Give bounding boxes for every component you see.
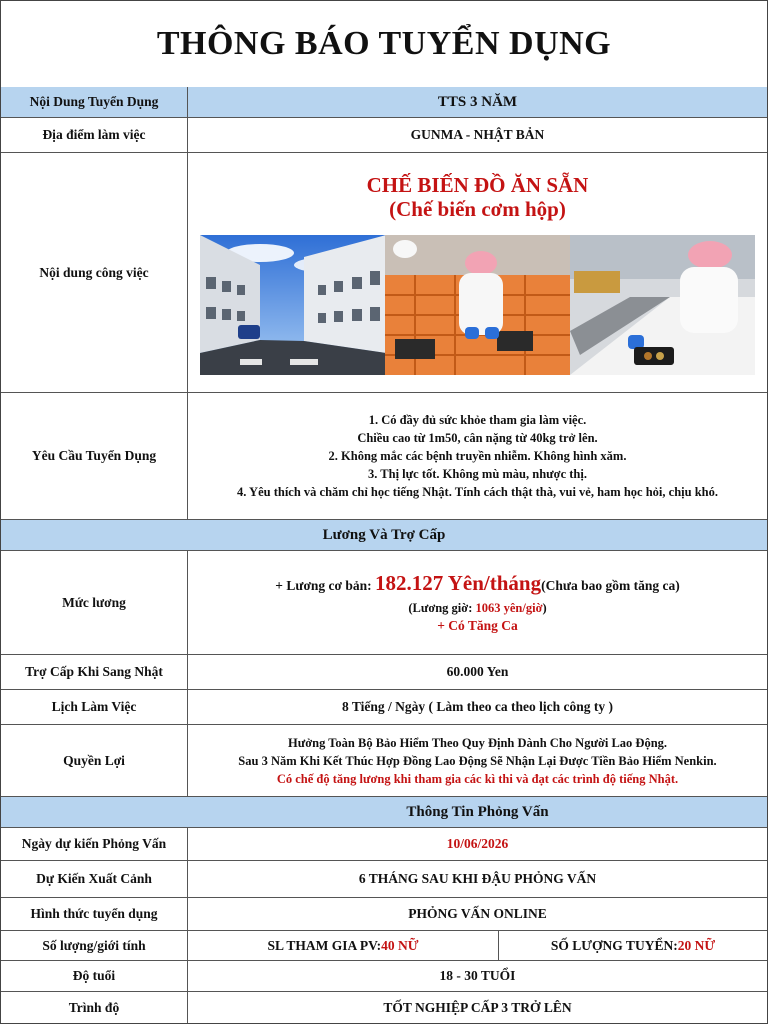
salary-cell [188, 551, 767, 654]
benefit-line-highlight: Có chế độ tăng lương khi tham gia các kì thi và đạt các trình độ tiếng Nhật. [276, 771, 679, 786]
age-value: 18 - 30 TUỔI [439, 968, 516, 983]
notice-title: THÔNG BÁO TUYỂN DỤNG [1, 1, 767, 88]
recruitment-content-label: Nội Dung Tuyển Dụng [1, 87, 188, 117]
job-title: CHẾ BIẾN ĐỒ ĂN SẴN [366, 173, 589, 197]
schedule-label: Lịch Làm Việc [1, 690, 188, 724]
requirement-line: 2. Không mắc các bệnh truyền nhiễm. Không hình xăm. [328, 449, 627, 463]
quantity-row [1, 931, 767, 961]
departure-row [1, 861, 767, 898]
location-value: GUNMA - NHẬT BẢN [410, 127, 545, 142]
departure-label: Dự Kiến Xuất Cảnh [1, 861, 188, 897]
recruit-form-row [1, 898, 767, 931]
benefits-row [1, 725, 767, 797]
worker-trays-photo [385, 235, 570, 375]
salary-section-header: Lương Và Trợ Cấp [1, 520, 767, 551]
job-content-cell [188, 153, 767, 392]
requirement-line: 4. Yêu thích và chăm chỉ học tiếng Nhật. Tính cách thật thà, vui vẻ, ham học hỏi, chịu khó. [237, 485, 718, 499]
salary-row [1, 551, 767, 655]
age-label: Độ tuổi [1, 961, 188, 991]
salary-label: Mức lương [1, 551, 188, 654]
interview-section-header [1, 797, 767, 828]
quantity-label: Số lượng/giới tính [1, 931, 188, 960]
interview-date-value: 10/06/2026 [446, 836, 509, 851]
hired-prefix: SỐ LƯỢNG TUYỂN: [550, 937, 678, 953]
requirements-label: Yêu Cầu Tuyển Dụng [1, 393, 188, 519]
factory-building-photo [200, 235, 385, 375]
location-row [1, 118, 767, 153]
hired-value: 20 NỮ [677, 937, 716, 953]
salary-hourly-suffix: ) [542, 601, 547, 615]
location-label: Địa điểm làm việc [1, 118, 188, 152]
education-value: TỐT NGHIỆP CẤP 3 TRỞ LÊN [383, 999, 572, 1015]
education-row [1, 992, 767, 1023]
interview-date-row [1, 828, 767, 861]
interview-date-label: Ngày dự kiến Phỏng Vấn [1, 828, 188, 860]
recruit-form-value: PHỎNG VẤN ONLINE [408, 906, 547, 921]
participants-prefix: SL THAM GIA PV: [267, 937, 382, 953]
schedule-value: 8 Tiếng / Ngày ( Làm theo ca theo lịch công ty ) [342, 699, 613, 714]
recruitment-content-value: TTS 3 NĂM [188, 87, 767, 117]
allowance-label: Trợ Cấp Khi Sang Nhật [1, 655, 188, 689]
interview-section-title: Thông Tin Phỏng Vấn [406, 803, 549, 820]
benefits-cell [188, 725, 767, 796]
job-subtitle: (Chế biến cơm hộp) [389, 197, 566, 221]
salary-overtime: + Có Tăng Ca [437, 618, 518, 633]
education-label: Trình độ [1, 992, 188, 1023]
allowance-value: 60.000 Yen [446, 664, 509, 679]
quantity-hired [499, 931, 767, 960]
benefit-line: Sau 3 Năm Khi Kết Thúc Hợp Đồng Lao Động Sẽ Nhận Lại Được Tiền Bảo Hiểm Nenkin. [238, 753, 717, 768]
salary-amount: 182.127 Yên/tháng [375, 571, 542, 595]
benefits-label: Quyền Lợi [1, 725, 188, 796]
job-content-label: Nội dung công việc [1, 153, 188, 392]
recruitment-content-row [1, 87, 767, 118]
salary-overtime-note: (Chưa bao gồm tăng ca) [541, 578, 680, 593]
schedule-row [1, 690, 767, 725]
requirement-line: 1. Có đầy đủ sức khỏe tham gia làm việc. [368, 413, 587, 427]
salary-hourly-value: 1063 yên/giờ [475, 601, 543, 615]
requirements-row [1, 393, 767, 520]
allowance-row [1, 655, 767, 690]
worker-conveyor-photo [570, 235, 755, 375]
requirements-cell [188, 393, 767, 519]
quantity-participants [188, 931, 499, 960]
recruit-form-label: Hình thức tuyển dụng [1, 898, 188, 930]
job-content-row [1, 153, 767, 393]
salary-hourly-prefix: (Lương giờ: [408, 601, 476, 615]
age-row [1, 961, 767, 992]
salary-base-prefix: + Lương cơ bản: [275, 578, 376, 593]
departure-value: 6 THÁNG SAU KHI ĐẬU PHỎNG VẤN [358, 871, 597, 886]
requirement-line: Chiều cao từ 1m50, cân nặng từ 40kg trở lên. [357, 431, 598, 445]
salary-hourly-line [408, 599, 546, 617]
job-photos [200, 235, 756, 375]
requirement-line: 3. Thị lực tốt. Không mù màu, nhược thị. [368, 467, 587, 481]
benefit-line: Hưởng Toàn Bộ Bảo Hiểm Theo Quy Định Dành Cho Người Lao Động. [287, 735, 668, 750]
salary-base-line [275, 570, 679, 599]
participants-value: 40 NỮ [381, 937, 419, 953]
